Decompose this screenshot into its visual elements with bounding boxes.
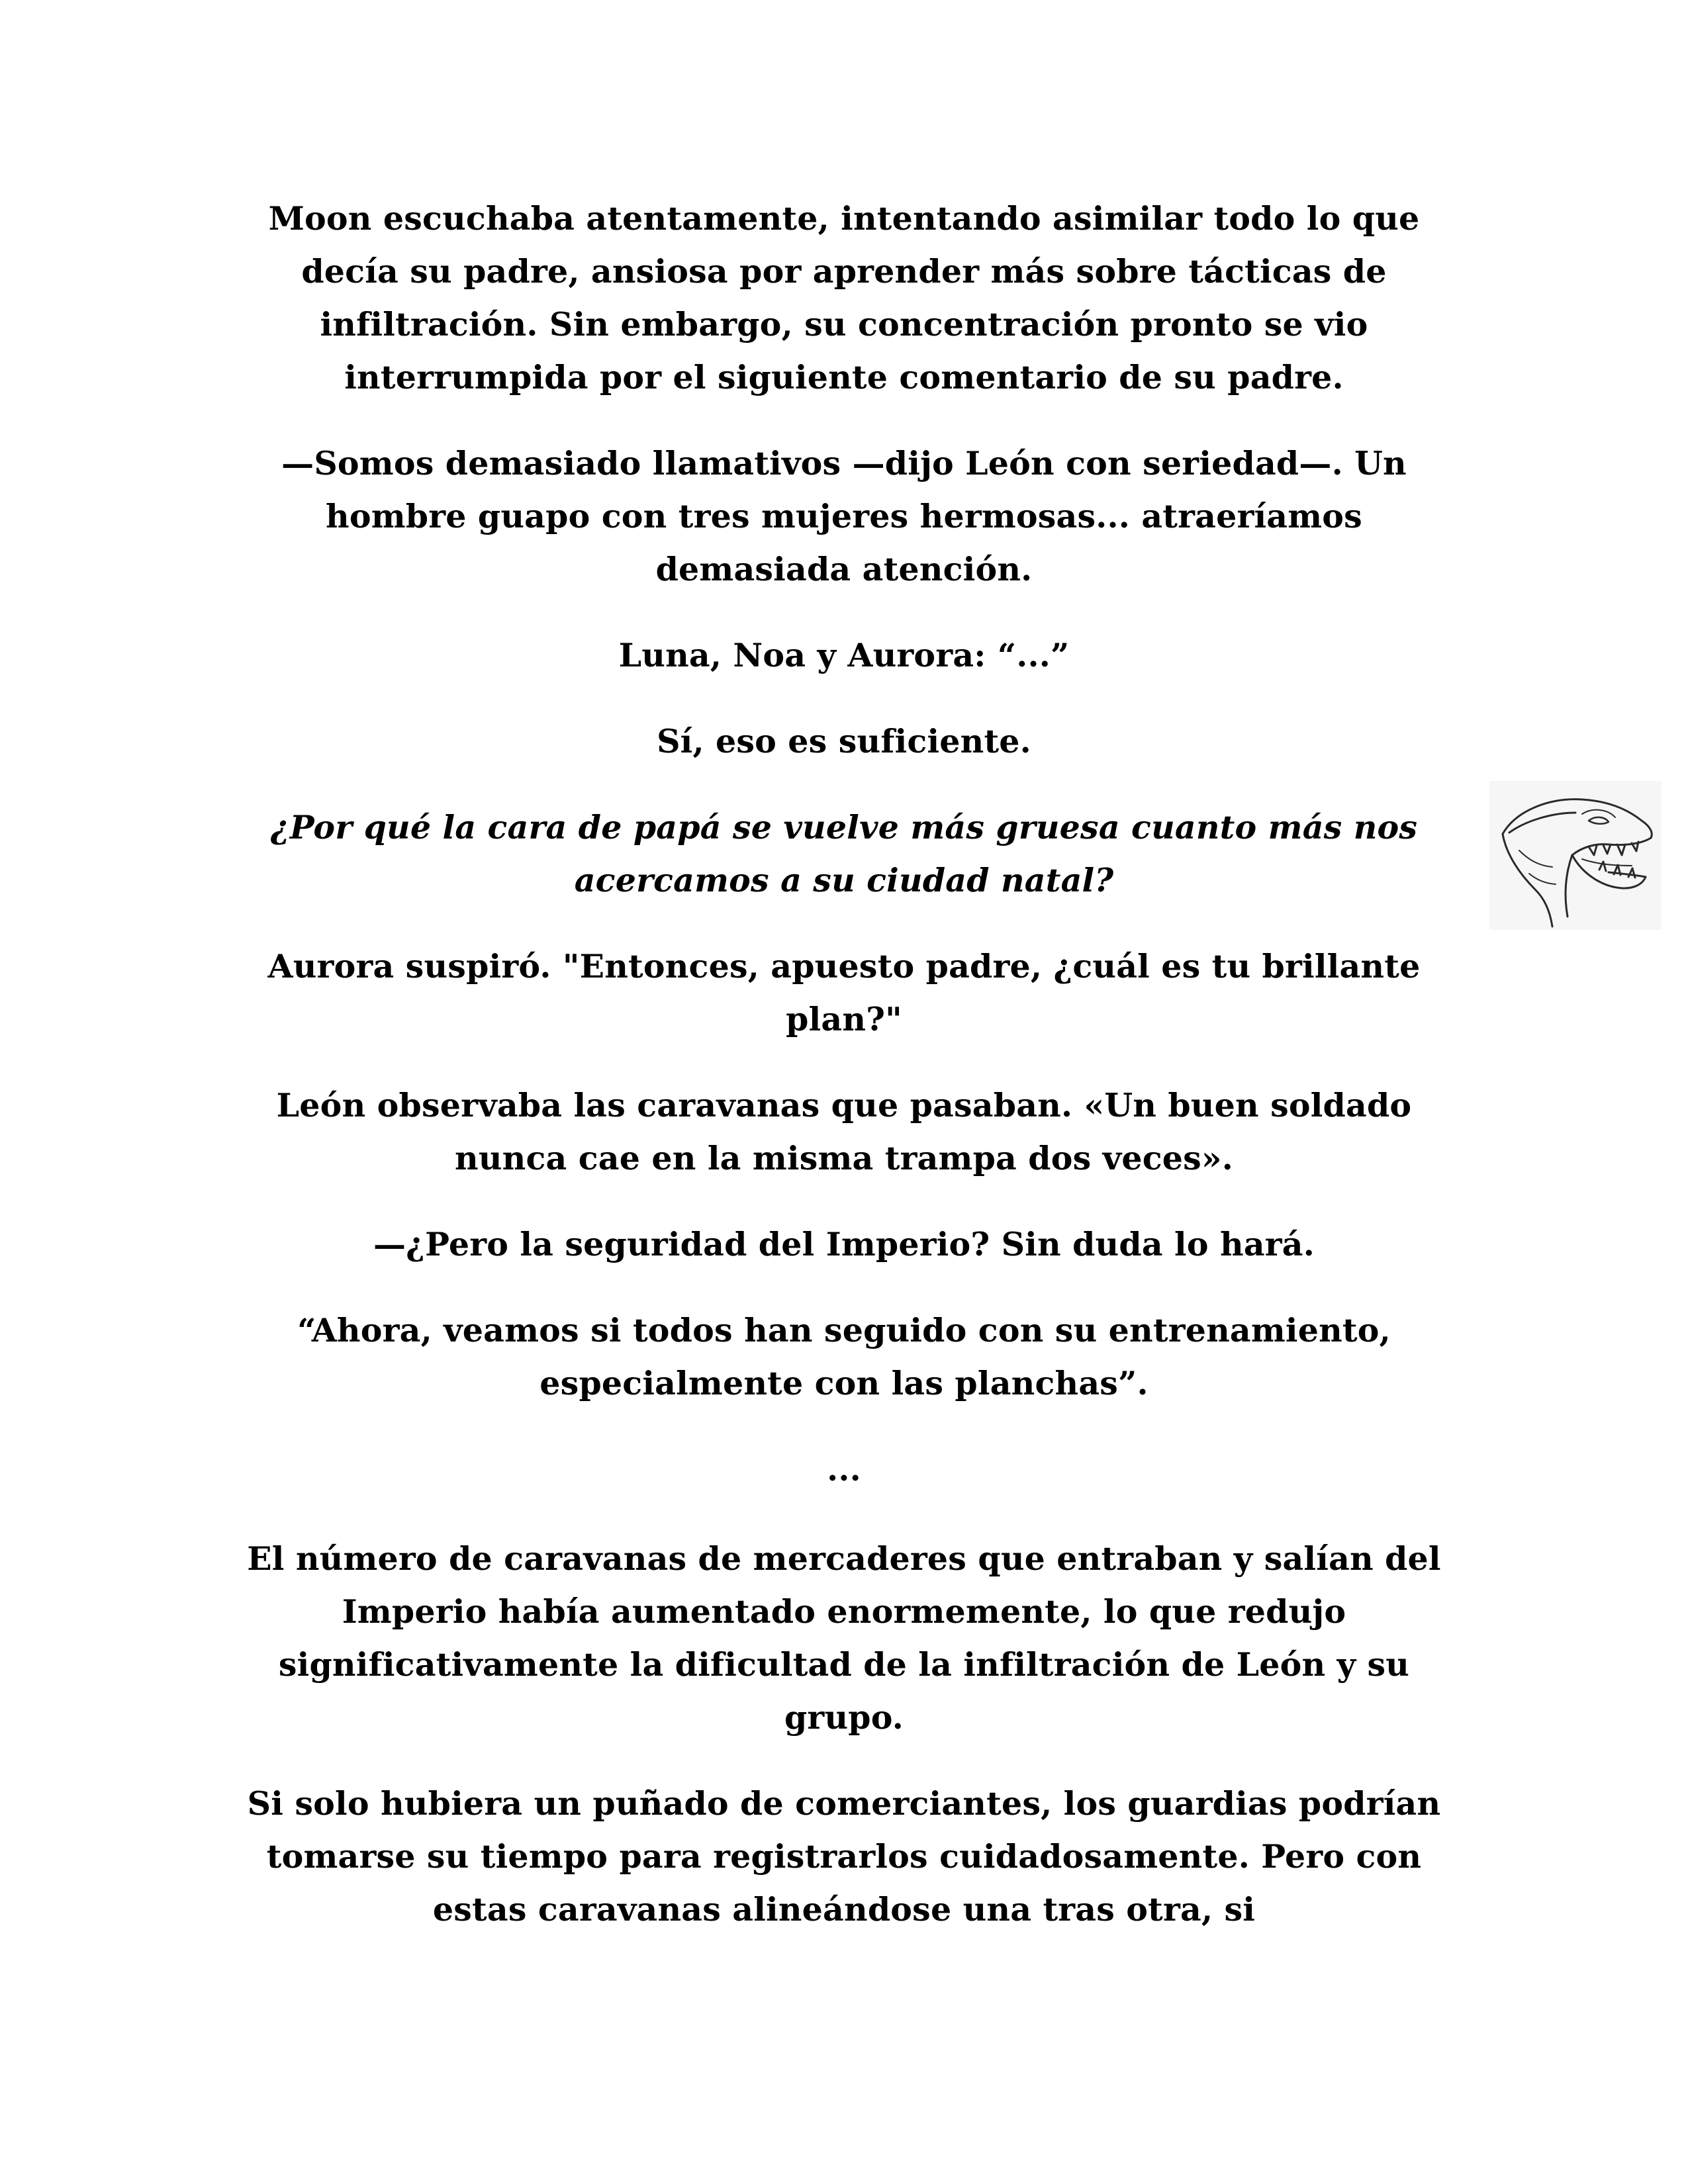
paragraph: Si solo hubiera un puñado de comerciantes, los guardias podrían tomarse su tiempo para registrarlos cuidadosamente. Pero con estas caravanas alineándose una tras otra, si [247,1784,1441,1929]
dinosaur-head-icon [1489,781,1662,930]
paragraph: “Ahora, veamos si todos han seguido con su entrenamiento, especialmente con las planchas”. [297,1311,1391,1402]
paragraph: Moon escuchaba atentamente, intentando asimilar todo lo que decía su padre, ansiosa por aprender más sobre tácticas de infiltración. Sin embargo, su concentración pronto se vio interrumpida por el siguiente comentario de su padre. [268,199,1420,396]
paragraph: —Somos demasiado llamativos —dijo León con seriedad—. Un hombre guapo con tres mujeres hermosas... atraeríamos demasiada atención. [281,444,1407,588]
paragraph: León observaba las caravanas que pasaban. «Un buen soldado nunca cae en la misma trampa dos veces». [276,1086,1412,1177]
paragraph: Sí, eso es suficiente. [657,722,1031,760]
document-body [225,192,1463,1969]
paragraph: —¿Pero la seguridad del Imperio? Sin duda lo hará. [373,1225,1315,1263]
paragraph: El número de caravanas de mercaderes que entraban y salían del Imperio había aumentado enormemente, lo que redujo significativamente la dificultad de la infiltración de León y su grupo. [247,1539,1441,1737]
scene-separator: ... [827,1450,861,1488]
paragraph: Luna, Noa y Aurora: “...” [618,636,1070,674]
italic-thought: ¿Por qué la cara de papá se vuelve más gruesa cuanto más nos acercamos a su ciudad natal? [270,808,1418,899]
paragraph: Aurora suspiró. "Entonces, apuesto padre, ¿cuál es tu brillante plan?" [267,947,1421,1038]
